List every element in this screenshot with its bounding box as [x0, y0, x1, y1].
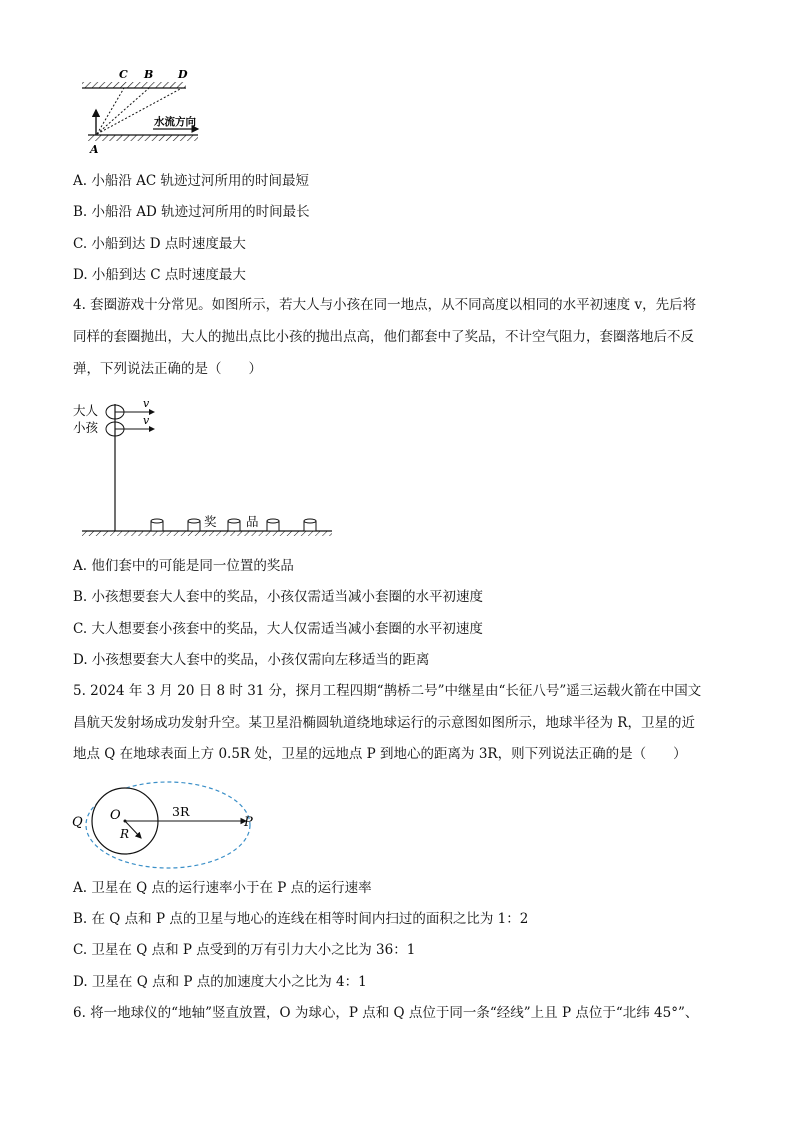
- label-c: C: [119, 68, 128, 81]
- adult-label: 大人: [73, 403, 99, 418]
- q4-option-a: A. 他们套中的可能是同一位置的奖品: [73, 558, 294, 574]
- label-3r: 3R: [172, 804, 190, 819]
- q5-stem-line-3: 地点 Q 在地球表面上方 0.5R 处，卫星的远地点 P 到地心的距离为 3R，则下列说法正确的是（ ）: [73, 746, 687, 762]
- satellite-orbit-figure: [68, 776, 268, 874]
- path-ac: [97, 88, 124, 134]
- q4-option-d: D. 小孩想要套大人套中的奖品，小孩仅需向左移适当的距离: [73, 652, 430, 668]
- child-v-label: v: [143, 414, 150, 427]
- q5-option-c: C. 卫星在 Q 点和 P 点受到的万有引力大小之比为 36：1: [73, 942, 416, 958]
- label-q: Q: [72, 815, 83, 830]
- q3-option-a: A. 小船沿 AC 轨迹过河所用的时间最短: [73, 173, 309, 189]
- prize-5: [304, 519, 316, 531]
- q4-stem-line-1: 4. 套圈游戏十分常见。如图所示，若大人与小孩在同一地点，从不同高度以相同的水平初速度 v，先后将: [73, 297, 697, 313]
- river-crossing-figure: [80, 64, 230, 156]
- label-r: R: [120, 827, 130, 841]
- q3-option-c: C. 小船到达 D 点时速度最大: [73, 236, 246, 252]
- q5-option-b: B. 在 Q 点和 P 点的卫星与地心的连线在相等时间内扫过的面积之比为 1：2: [73, 911, 529, 927]
- label-a: A: [90, 143, 99, 156]
- q5-stem-line-2: 昌航天发射场成功发射升空。某卫星沿椭圆轨道绕地球运行的示意图如图所示，地球半径为 R，卫星的近: [73, 715, 695, 731]
- prize-2: [188, 519, 200, 531]
- ring-toss-figure: [70, 392, 340, 542]
- label-p: P: [244, 815, 253, 830]
- q4-stem-line-3: 弹，下列说法正确的是（ ）: [73, 361, 262, 377]
- path-ab: [97, 88, 149, 134]
- label-b: B: [144, 68, 154, 81]
- prize-4: [267, 519, 279, 531]
- q5-option-a: A. 卫星在 Q 点的运行速率小于在 P 点的运行速率: [73, 880, 372, 896]
- top-bank: [82, 82, 186, 88]
- q5-option-d: D. 卫星在 Q 点和 P 点的加速度大小之比为 4：1: [73, 974, 367, 990]
- q4-option-b: B. 小孩想要套大人套中的奖品，小孩仅需适当减小套圈的水平初速度: [73, 589, 484, 605]
- adult-v-label: v: [143, 397, 150, 410]
- label-o: O: [110, 808, 121, 823]
- q3-option-b: B. 小船沿 AD 轨迹过河所用的时间最长: [73, 204, 310, 220]
- q5-stem-line-1: 5. 2024 年 3 月 20 日 8 时 31 分，探月工程四期“鹊桥二号”中继星由“长征八号”遥三运载火箭在中国文: [73, 683, 702, 699]
- prize-label-1: 奖: [204, 514, 217, 529]
- q6-stem-line-1: 6. 将一地球仪的“地轴”竖直放置，O 为球心，P 点和 Q 点位于同一条“经线”上且 P 点位于“北纬 45°”、: [73, 1005, 699, 1021]
- prize-3: [228, 519, 240, 531]
- q4-stem-line-2: 同样的套圈抛出，大人的抛出点比小孩的抛出点高，他们都套中了奖品，不计空气阻力，套圈落地后不反: [73, 329, 694, 345]
- prize-1: [151, 519, 163, 531]
- q4-option-c: C. 大人想要套小孩套中的奖品，大人仅需适当减小套圈的水平初速度: [73, 621, 483, 637]
- prize-label-2: 品: [246, 514, 259, 529]
- q3-option-d: D. 小船到达 C 点时速度最大: [73, 267, 246, 283]
- water-direction-label: 水流方向: [154, 116, 196, 128]
- child-label: 小孩: [73, 420, 99, 435]
- label-d: D: [178, 68, 188, 81]
- bottom-bank: [88, 135, 198, 141]
